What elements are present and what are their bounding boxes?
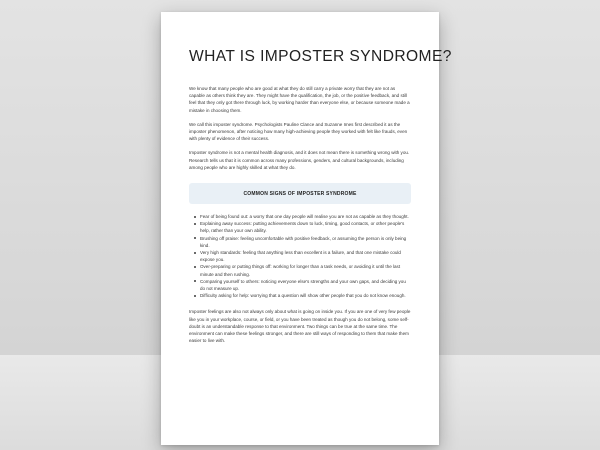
context-paragraph: Imposter syndrome is not a mental health diagnosis, and it does not mean there is something wrong with you. Research tells us that it is common across many professions, genders, and cultural backgrounds, including among people who are highly skilled at what they do. bbox=[189, 150, 410, 170]
list-item: Comparing yourself to others: noticing everyone else's strengths and your own gaps, and deciding you do not measure up. bbox=[200, 278, 411, 292]
list-item: Very high standards: feeling that anything less than excellent is a failure, and that one mistake could expose you. bbox=[200, 249, 411, 263]
definition-paragraph: We call this imposter syndrome. Psychologists Pauline Clance and Suzanne Imes first described it as the imposter phenomenon, after noticing how many high-achieving people they worked with felt like frauds, even with plenty of evidence of their success. bbox=[189, 121, 408, 142]
closing-paragraph: Imposter feelings are also not always only about what is going on inside you. If you are one of very few people like you in your workplace, course, or field, or you have been treated as though you do not belong, some self-doubt is an understandable response to that environment. Two things can be true at the same time. The environment can make these feelings stronger, and there are still ways of responding to them that make them easier to live with. bbox=[189, 309, 411, 344]
list-item: Difficulty asking for help: worrying that a question will show other people that you do not know enough. bbox=[200, 292, 411, 299]
list-item: Explaining away success: putting achievements down to luck, timing, good contacts, or other people's help, rather than your own ability. bbox=[200, 220, 411, 234]
list-item: Over-preparing or putting things off: working for longer than a task needs, or avoiding it until the last minute and then rushing. bbox=[200, 263, 411, 277]
document-page bbox=[161, 12, 452, 445]
signs-heading: COMMON SIGNS OF IMPOSTER SYNDROME bbox=[243, 190, 357, 197]
list-item: Fear of being found out: a worry that one day people will realise you are not as capable as they thought. bbox=[200, 213, 411, 220]
signs-heading-banner bbox=[189, 183, 411, 204]
signs-list bbox=[189, 213, 411, 299]
page-title: WHAT IS IMPOSTER SYNDROME? bbox=[189, 48, 452, 65]
list-item: Brushing off praise: feeling uncomfortable with positive feedback, or assuming the person is only being kind. bbox=[200, 235, 411, 249]
intro-paragraph: We know that many people who are good at what they do still carry a private worry that they are not as capable as others think they are. They might have the qualification, the job, or the positive feedback, and still feel that they only got there through luck, by working harder than everyone else, or because someone made a mistake in choosing them. bbox=[189, 86, 410, 113]
